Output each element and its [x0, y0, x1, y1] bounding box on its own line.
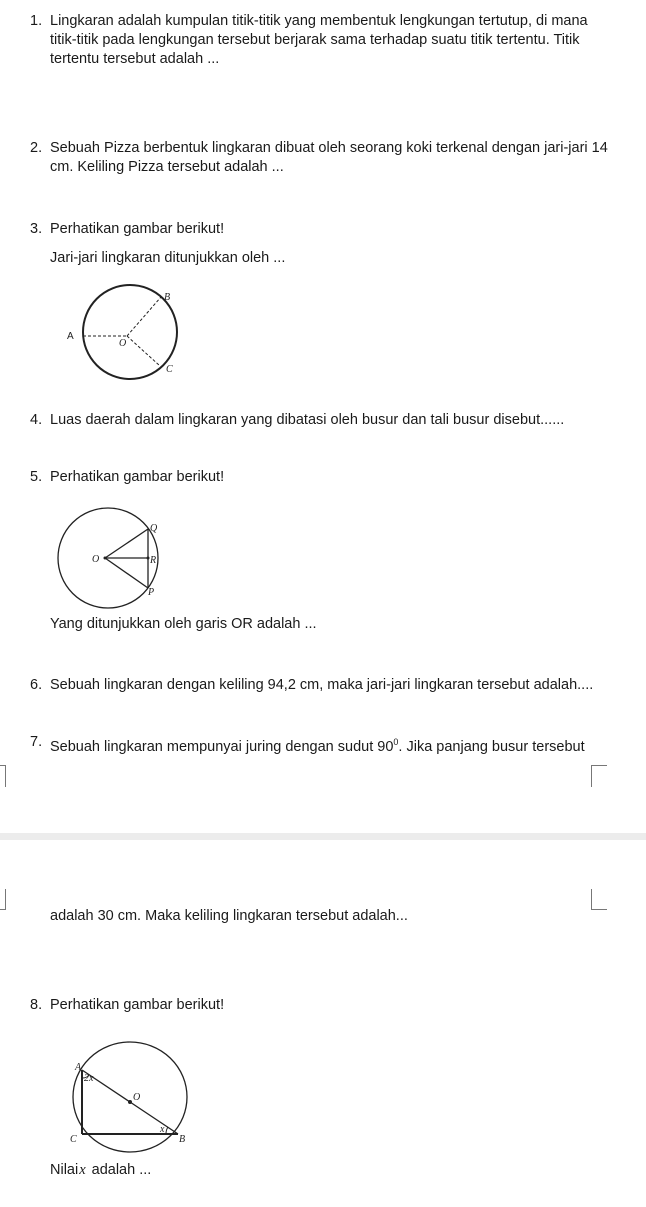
question-number: 7.	[30, 734, 43, 750]
question-text: Perhatikan gambar berikut!	[50, 997, 225, 1013]
degree-superscript: 0	[393, 737, 399, 747]
question-6	[30, 676, 610, 695]
question-8	[30, 996, 610, 1015]
circle	[83, 285, 177, 379]
question-number: 6.	[30, 677, 43, 693]
segment-OP	[105, 558, 148, 588]
question-text-end: . Jika panjang busur tersebut	[398, 738, 585, 755]
question-2	[30, 139, 610, 177]
question-3-prompt: Jari-jari lingkaran ditunjukkan oleh ...	[50, 250, 286, 266]
question-text: Perhatikan gambar berikut!	[50, 221, 225, 237]
question-3	[30, 220, 610, 239]
question-8-prompt	[50, 1161, 610, 1180]
question-5-prompt: Yang ditunjukkan oleh garis OR adalah ...	[50, 616, 317, 632]
question-text: Lingkaran adalah kumpulan titik-titik yang membentuk lengkungan tertutup, di mana titik-titik pada lengkungan tersebut berjarak sama terhadap suatu titik tertentu. Titik tertentu tersebut adalah ...	[50, 13, 588, 67]
label-A: A	[67, 331, 74, 342]
prompt-suffix: adalah ...	[91, 1162, 152, 1178]
question-4	[30, 411, 610, 430]
crop-mark-bottom-left	[0, 889, 6, 910]
label-O: O	[92, 554, 100, 565]
question-5	[30, 468, 610, 487]
prompt-prefix: Nilai	[50, 1162, 79, 1178]
label-B: B	[164, 292, 171, 303]
label-P: P	[148, 587, 155, 598]
label-R: R	[150, 555, 157, 566]
label-A: A	[75, 1062, 82, 1073]
label-B: B	[179, 1134, 186, 1145]
segment-OC	[127, 336, 160, 366]
segment-OB	[127, 297, 161, 336]
label-Q: Q	[150, 523, 158, 534]
page-break-band	[0, 833, 646, 840]
question-1	[30, 12, 610, 69]
label-2x: 2x	[84, 1073, 94, 1084]
question-text: Luas daerah dalam lingkaran yang dibatasi oleh busur dan tali busur disebut......	[50, 412, 565, 428]
question-text	[50, 733, 610, 757]
question-text: Sebuah Pizza berbentuk lingkaran dibuat oleh seorang koki terkenal dengan jari-jari 14 cm. Keliling Pizza tersebut adalah ...	[50, 140, 608, 175]
circle-figure-q5	[50, 505, 180, 611]
circle	[73, 1042, 187, 1152]
label-C: C	[70, 1134, 77, 1145]
question-number: 3.	[30, 221, 43, 237]
question-7	[30, 733, 610, 757]
question-number: 1.	[30, 13, 43, 29]
question-number: 4.	[30, 412, 43, 428]
crop-mark-top-right	[591, 765, 607, 787]
angle-arc-B	[166, 1127, 168, 1134]
circle-figure-q3	[60, 280, 190, 385]
point-O	[104, 557, 107, 560]
question-number: 8.	[30, 997, 43, 1013]
label-x: x	[160, 1124, 165, 1135]
point-O	[128, 1100, 132, 1104]
question-text: Sebuah lingkaran dengan keliling 94,2 cm, maka jari-jari lingkaran tersebut adalah....	[50, 677, 594, 693]
label-C: C	[166, 364, 173, 375]
label-O: O	[133, 1092, 141, 1103]
label-O: O	[119, 338, 127, 349]
crop-mark-top-left	[0, 765, 6, 787]
question-7-continued: adalah 30 cm. Maka keliling lingkaran tersebut adalah...	[50, 908, 408, 924]
circle-figure-q8	[60, 1038, 200, 1158]
question-text-start: Sebuah lingkaran mempunyai juring dengan sudut 90	[50, 738, 394, 755]
question-number: 5.	[30, 469, 43, 485]
question-number: 2.	[30, 140, 43, 156]
segment-OQ	[105, 529, 148, 558]
prompt-variable: x	[79, 1162, 86, 1178]
question-text: Perhatikan gambar berikut!	[50, 469, 225, 485]
